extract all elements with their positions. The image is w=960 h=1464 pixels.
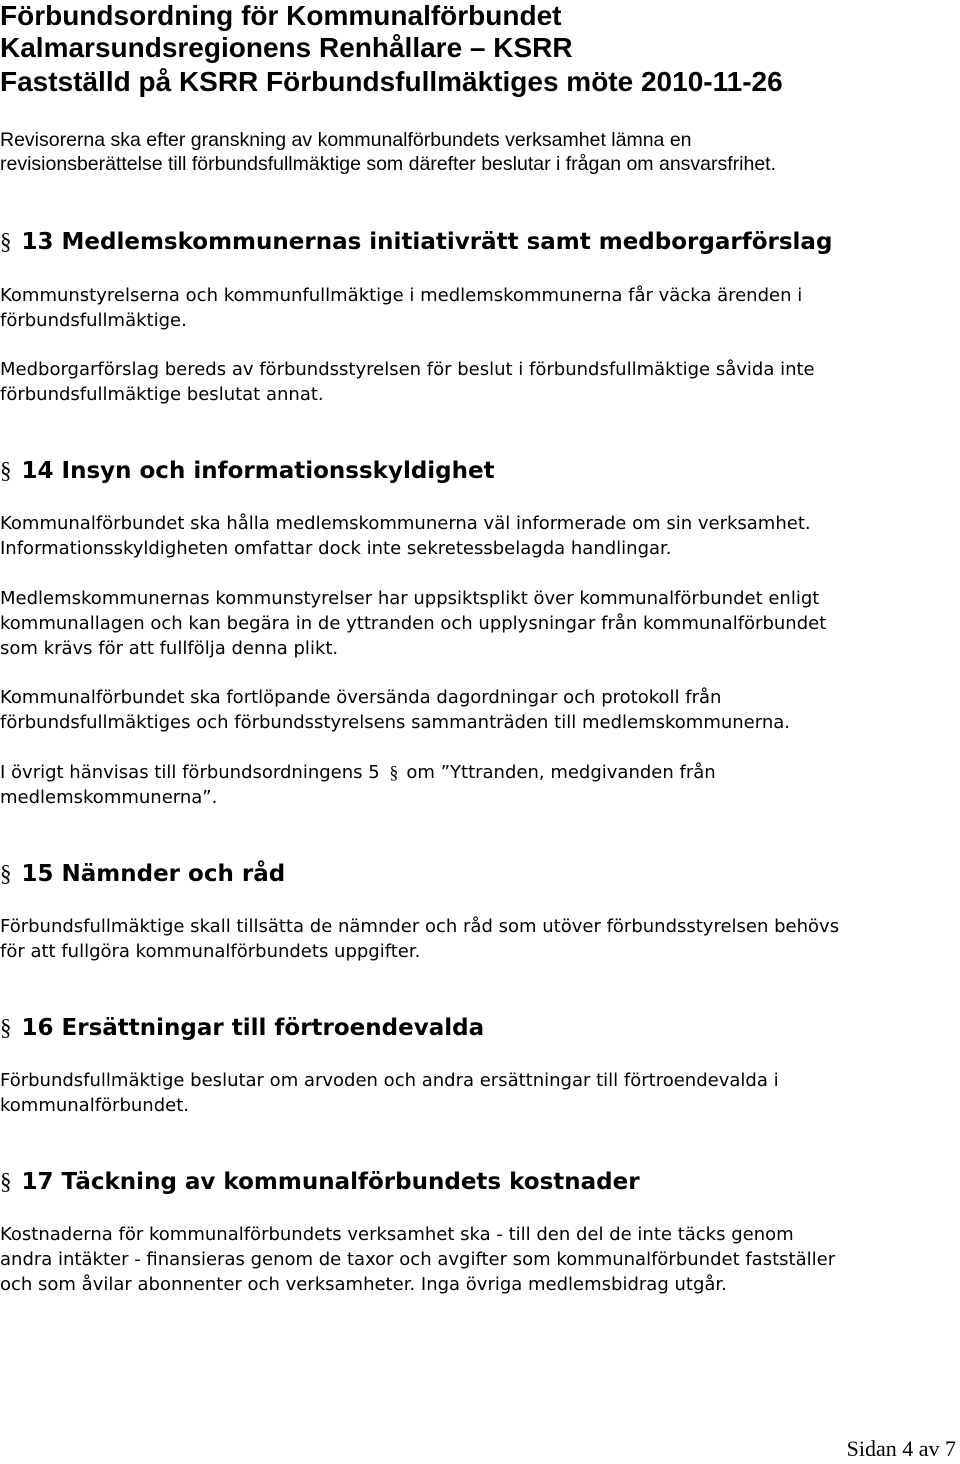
section-14-heading — [0, 457, 495, 485]
section-16-title: 16 Ersättningar till förtroendevalda — [21, 1015, 485, 1041]
text-line: Förbundsfullmäktige skall tillsätta de nämnder och råd som utöver förbundsstyrelsen behövs — [0, 916, 840, 937]
document-title-line-1: Förbundsordning för Kommunalförbundet — [0, 0, 562, 31]
text-line: Kommunstyrelserna och kommunfullmäktige i medlemskommunerna får väcka ärenden i — [0, 285, 803, 306]
section-13-paragraph-2 — [0, 357, 815, 407]
section-13-paragraph-1 — [0, 283, 802, 333]
section-15-title: 15 Nämnder och råd — [21, 861, 286, 887]
section-14-paragraph-3 — [0, 685, 790, 735]
text-line: Kommunalförbundet ska fortlöpande översända dagordningar och protokoll från — [0, 687, 722, 708]
document-title-line-2: Kalmarsundsregionens Renhållare – KSRR — [0, 32, 573, 63]
intro-paragraph — [0, 128, 776, 176]
text-fragment: I övrigt hänvisas till förbundsordningens 5 — [0, 762, 380, 783]
section-14-title: 14 Insyn och informationsskyldighet — [21, 458, 495, 484]
section-16-heading — [0, 1014, 484, 1042]
section-symbol: § — [0, 1015, 12, 1040]
section-17-title: 17 Täckning av kommunalförbundets kostnader — [21, 1169, 640, 1195]
section-symbol: § — [0, 861, 12, 886]
intro-line-2: revisionsberättelse till förbundsfullmäktige som därefter beslutar i frågan om ansvarsfrihet. — [0, 153, 777, 175]
section-17-heading — [0, 1168, 640, 1196]
text-fragment: om ”Yttranden, medgivanden från — [406, 762, 716, 783]
section-symbol: § — [389, 762, 399, 782]
text-line: Förbundsfullmäktige beslutar om arvoden och andra ersättningar till förtroendevalda i — [0, 1070, 779, 1091]
text-line: Medlemskommunernas kommunstyrelser har uppsiktsplikt över kommunalförbundet enligt — [0, 588, 820, 609]
text-line: för att fullgöra kommunalförbundets uppgifter. — [0, 941, 421, 962]
section-14-paragraph-1 — [0, 511, 811, 561]
intro-line-1: Revisorerna ska efter granskning av kommunalförbundets verksamhet lämna en — [0, 129, 692, 151]
section-symbol: § — [0, 229, 12, 254]
text-line: och som åvilar abonnenter och verksamheter. Inga övriga medlemsbidrag utgår. — [0, 1274, 727, 1295]
text-line: andra intäkter - finansieras genom de taxor och avgifter som kommunalförbundet fastställer — [0, 1249, 836, 1270]
section-16-paragraph-1 — [0, 1068, 779, 1118]
text-line: Kostnaderna för kommunalförbundets verksamhet ska - till den del de inte täcks genom — [0, 1224, 794, 1245]
text-line: Medborgarförslag bereds av förbundsstyrelsen för beslut i förbundsfullmäktige såvida inte — [0, 359, 815, 380]
text-line: kommunallagen och kan begära in de yttranden och upplysningar från kommunalförbundet — [0, 613, 827, 634]
section-17-paragraph-1 — [0, 1222, 835, 1297]
section-13-title: 13 Medlemskommunernas initiativrätt samt medborgarförslag — [21, 229, 833, 255]
text-line: Informationsskyldigheten omfattar dock inte sekretessbelagda handlingar. — [0, 538, 672, 559]
document-title-line-3: Fastställd på KSRR Förbundsfullmäktiges möte 2010-11-26 — [0, 66, 783, 97]
text-line: som krävs för att fullfölja denna plikt. — [0, 638, 339, 659]
section-14-paragraph-4 — [0, 760, 716, 810]
section-14-paragraph-2 — [0, 586, 826, 661]
page-number: Sidan 4 av 7 — [846, 1436, 956, 1461]
text-line: medlemskommunerna”. — [0, 787, 218, 808]
text-line: kommunalförbundet. — [0, 1095, 189, 1116]
text-line: förbundsfullmäktige beslutat annat. — [0, 384, 324, 405]
text-line: Kommunalförbundet ska hålla medlemskommunerna väl informerade om sin verksamhet. — [0, 513, 811, 534]
section-15-paragraph-1 — [0, 914, 839, 964]
text-line: förbundsfullmäktige. — [0, 310, 187, 331]
section-symbol: § — [0, 458, 12, 483]
section-symbol: § — [0, 1169, 12, 1194]
text-line — [0, 760, 716, 785]
section-13-heading — [0, 228, 832, 256]
section-15-heading — [0, 860, 285, 888]
text-line: förbundsfullmäktiges och förbundsstyrelsens sammanträden till medlemskommunerna. — [0, 712, 790, 733]
